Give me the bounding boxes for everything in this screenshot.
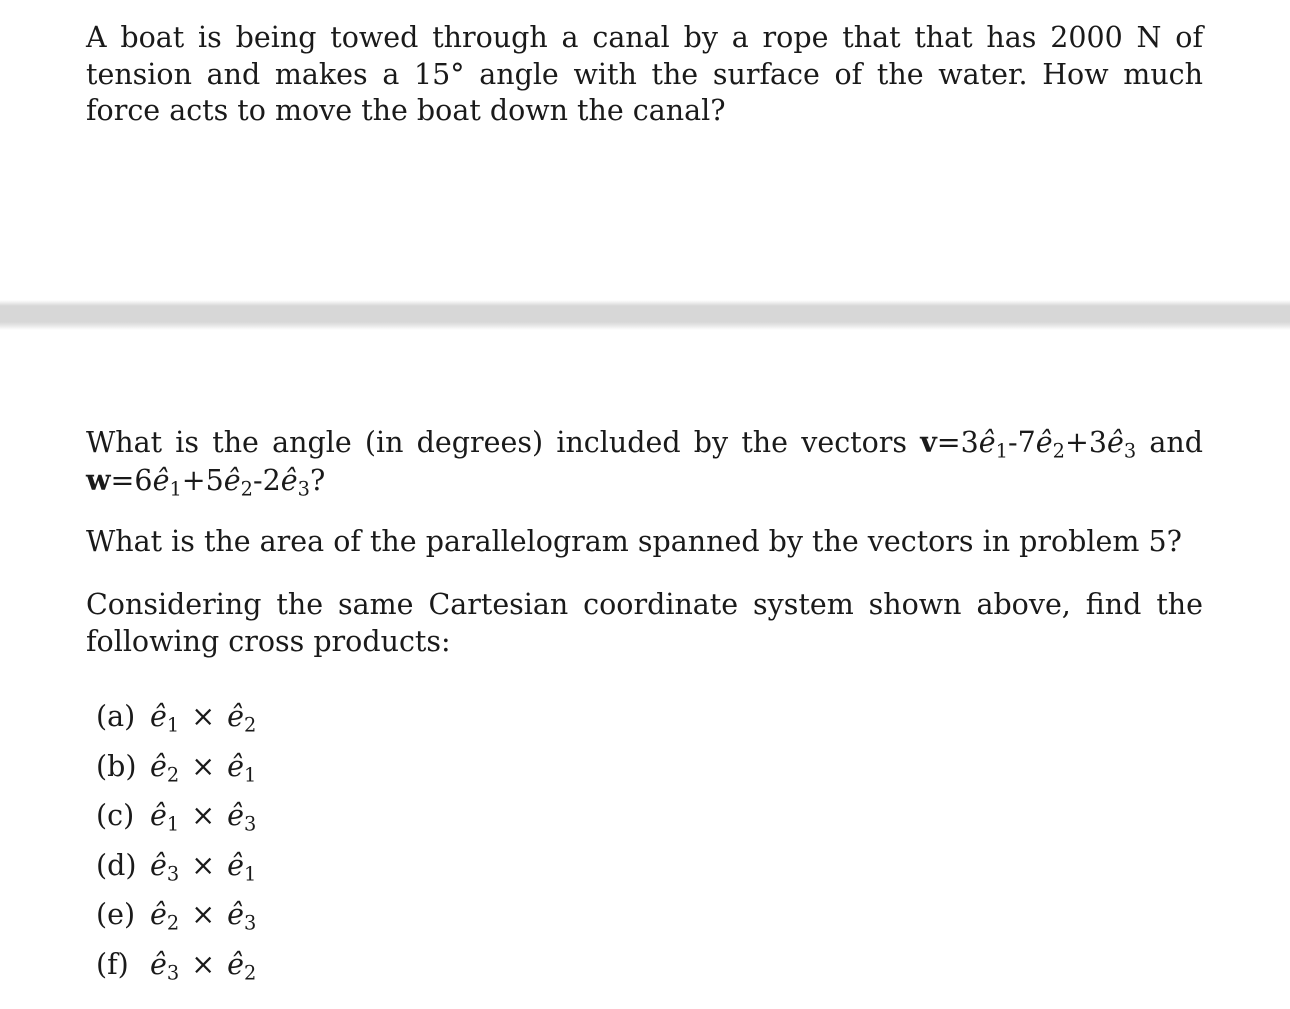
cross-products-list [96, 692, 256, 989]
item-label: (e) [96, 898, 136, 931]
list-item [96, 791, 256, 841]
page-bottom [0, 330, 1290, 1009]
vector-v-expression: $=3ê_1-7ê_2+3ê_3$ [936, 426, 1137, 463]
angle-and: and [1136, 426, 1203, 459]
cross-product-expression: $ê_3$ × $ê_1$ [150, 848, 257, 885]
problem-cross-text: Considering the same Cartesian coordinate system shown above, find the following cross products: [86, 588, 1203, 658]
angle-prefix: What is the angle (in degrees) included by the vectors [86, 426, 921, 459]
list-item [96, 890, 256, 940]
angle-suffix: ? [309, 463, 326, 497]
item-label: (d) [96, 848, 137, 882]
item-label: (f) [96, 947, 129, 981]
list-item [96, 841, 256, 891]
cross-product-expression: $ê_2$ × $ê_1$ [150, 749, 257, 786]
vector-w-symbol: w [86, 462, 111, 497]
list-item [96, 940, 256, 990]
cross-product-expression: $ê_3$ × $ê_2$ [150, 947, 257, 984]
cross-product-expression: $ê_2$ × $ê_3$ [150, 898, 257, 935]
page-separator [0, 300, 1290, 330]
item-label: (b) [96, 749, 137, 783]
item-label: (c) [96, 799, 135, 832]
problem-area-text: What is the area of the parallelogram spanned by the vectors in problem 5? [86, 525, 1182, 558]
item-label: (a) [96, 700, 136, 733]
problem-boat-text: A boat is being towed through a canal by a rope that that has 2000 N of tension and makes a 15° angle with the surface of the water. How much force acts to move the boat down the canal? [86, 21, 1203, 127]
problem-angle-text [86, 424, 1203, 499]
list-item [96, 692, 256, 742]
list-item [96, 742, 256, 792]
cross-product-expression: $ê_1$ × $ê_3$ [150, 799, 257, 836]
page-top [0, 0, 1290, 300]
cross-product-expression: $ê_1$ × $ê_2$ [150, 700, 257, 737]
vector-w-expression: $=6ê_1+5ê_2-2ê_3$ [110, 463, 310, 500]
vector-v-symbol: v [920, 425, 937, 459]
